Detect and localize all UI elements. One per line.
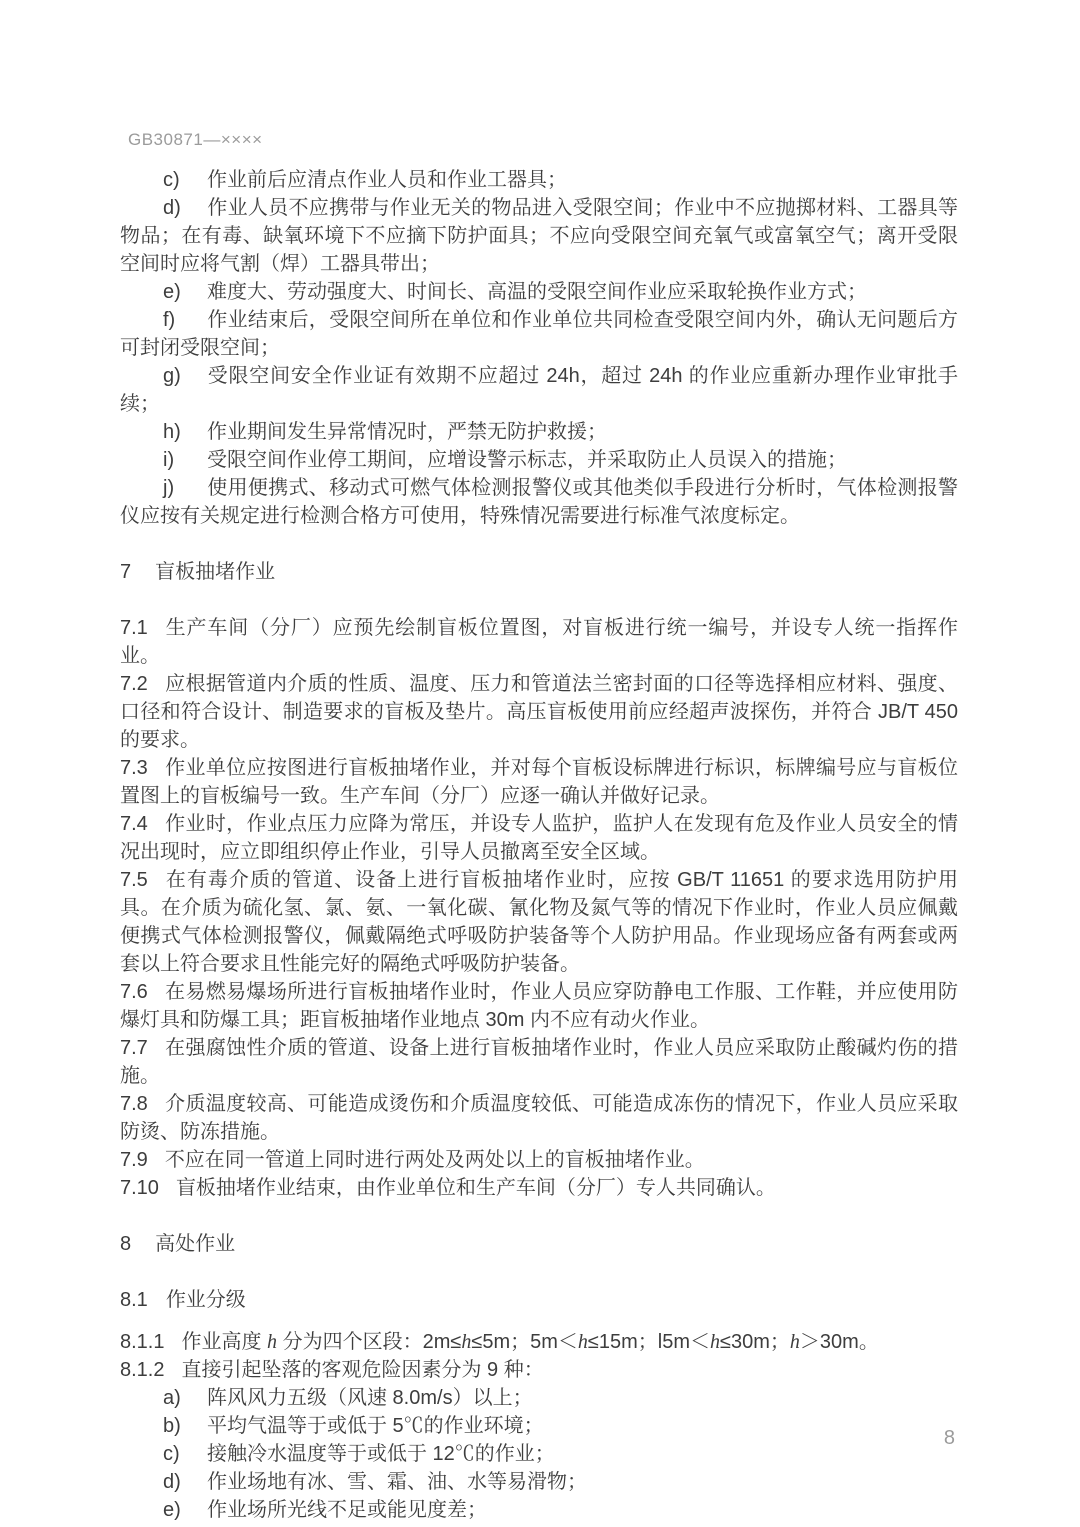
clause-text: 在强腐蚀性介质的管道、设备上进行盲板抽堵作业时，作业人员应采取防止酸碱灼伤的措施。: [120, 1037, 958, 1087]
clause-number: 7.3: [120, 757, 148, 779]
list-item-label: g): [163, 365, 181, 387]
clause-7-5: [120, 866, 958, 978]
list-item-label: a): [163, 1387, 181, 1409]
clause-text: 应根据管道内介质的性质、温度、压力和管道法兰密封面的口径等选择相应材料、强度、口径和符合设计、制造要求的盲板及垫片。高压盲板使用前应经超声波探伤，并符合 JB/T 450 的要求。: [120, 673, 958, 751]
clause-text: 生产车间（分厂）应预先绘制盲板位置图，对盲板进行统一编号，并设专人统一指挥作业。: [120, 617, 958, 667]
list-item-text: 平均气温等于或低于 5℃的作业环境；: [207, 1415, 544, 1437]
clause-number: 7.7: [120, 1037, 148, 1059]
clause-7-10: [120, 1174, 958, 1202]
section-8-1-heading: [120, 1286, 958, 1314]
list-item-text: 作业人员不应携带与作业无关的物品进入受限空间；作业中不应抛掷材料、工器具等物品；在有毒、缺氧环境下不应摘下防护面具；不应向受限空间充氧气或富氧空气；离开受限空间时应将气割（焊）工器具带出；: [120, 197, 958, 275]
clause-7-9: [120, 1146, 958, 1174]
clause-number: 7.1: [120, 617, 148, 639]
risk-item-a: [120, 1384, 958, 1412]
list-item-f: [120, 306, 958, 362]
list-item-text: 难度大、劳动强度大、时间长、高温的受限空间作业应采取轮换作业方式；: [207, 281, 867, 303]
clause-7-3: [120, 754, 958, 810]
list-item-label: e): [163, 281, 181, 303]
section-title: 盲板抽堵作业: [155, 561, 276, 583]
list-item-text: 接触冷水温度等于或低于 12℃的作业；: [207, 1443, 555, 1465]
list-item-text: 阵风风力五级（风速 8.0m/s）以上；: [207, 1387, 533, 1409]
clause-text: 直接引起坠落的客观危险因素分为 9 种：: [181, 1359, 544, 1381]
risk-item-c: [120, 1440, 958, 1468]
list-item-text: 作业期间发生异常情况时，严禁无防护救援；: [207, 421, 607, 443]
section-number: 8: [120, 1233, 132, 1255]
list-item-label: f): [163, 309, 176, 331]
list-item-g: [120, 362, 958, 418]
list-item-text: 作业前后应清点作业人员和作业工器具；: [207, 169, 567, 191]
list-item-c: [120, 166, 958, 194]
list-item-text: 受限空间安全作业证有效期不应超过 24h，超过 24h 的作业应重新办理作业审批手续；: [120, 365, 958, 415]
list-item-label: b): [163, 1415, 181, 1437]
clause-text: 作业单位应按图进行盲板抽堵作业，并对每个盲板设标牌进行标识，标牌编号应与盲板位置图上的盲板编号一致。生产车间（分厂）应逐一确认并做好记录。: [120, 757, 958, 807]
list-item-label: d): [163, 1471, 181, 1493]
list-item-j: [120, 474, 958, 530]
clause-text: 不应在同一管道上同时进行两处及两处以上的盲板抽堵作业。: [164, 1149, 705, 1171]
list-item-label: d): [163, 197, 181, 219]
clause-7-4: [120, 810, 958, 866]
clause-7-6: [120, 978, 958, 1034]
list-item-label: h): [163, 421, 181, 443]
clause-text: 作业高度 h 分为四个区段：2m≤h≤5m；5m＜h≤15m；l5m＜h≤30m；h＞30m。: [181, 1331, 879, 1353]
doc-code: GB30871—××××: [128, 130, 263, 149]
subsection-number: 8.1: [120, 1289, 148, 1311]
list-item-i: [120, 446, 958, 474]
clause-text: 作业时，作业点压力应降为常压，并设专人监护，监护人在发现有危及作业人员安全的情况出现时，应立即组织停止作业，引导人员撤离至安全区域。: [120, 813, 958, 863]
clause-number: 7.9: [120, 1149, 148, 1171]
risk-item-d: [120, 1468, 958, 1496]
clause-number: 7.10: [120, 1177, 159, 1199]
clause-number: 7.8: [120, 1093, 148, 1115]
list-item-e: [120, 278, 958, 306]
clause-number: 7.6: [120, 981, 148, 1003]
section-title: 高处作业: [155, 1233, 236, 1255]
clause-7-8: [120, 1090, 958, 1146]
list-item-h: [120, 418, 958, 446]
list-item-label: i): [163, 449, 175, 471]
list-item-text: 作业结束后，受限空间所在单位和作业单位共同检查受限空间内外，确认无问题后方可封闭受限空间；: [120, 309, 958, 359]
clause-7-1: [120, 614, 958, 670]
list-item-label: e): [163, 1499, 181, 1521]
section-8-heading: [120, 1230, 958, 1258]
clause-8-1-2: [120, 1356, 958, 1384]
clause-8-1-1: [120, 1328, 958, 1356]
list-item-text: 作业场地有冰、雪、霜、油、水等易滑物；: [207, 1471, 587, 1493]
clause-text: 盲板抽堵作业结束，由作业单位和生产车间（分厂）专人共同确认。: [175, 1177, 776, 1199]
list-item-label: c): [163, 169, 180, 191]
clause-number: 8.1.2: [120, 1359, 165, 1381]
clause-number: 7.5: [120, 869, 148, 891]
clause-number: 7.4: [120, 813, 148, 835]
clause-7-2: [120, 670, 958, 754]
clause-7-7: [120, 1034, 958, 1090]
section-7-heading: [120, 558, 958, 586]
clause-number: 8.1.1: [120, 1331, 165, 1353]
list-item-text: 使用便携式、移动式可燃气体检测报警仪或其他类似手段进行分析时，气体检测报警仪应按有关规定进行检测合格方可使用，特殊情况需要进行标准气浓度标定。: [120, 477, 958, 527]
section-number: 7: [120, 561, 132, 583]
clause-text: 在易燃易爆场所进行盲板抽堵作业时，作业人员应穿防静电工作服、工作鞋，并应使用防爆灯具和防爆工具；距盲板抽堵作业地点 30m 内不应有动火作业。: [120, 981, 958, 1031]
list-item-text: 作业场所光线不足或能见度差；: [207, 1499, 487, 1521]
clause-text: 介质温度较高、可能造成烫伤和介质温度较低、可能造成冻伤的情况下，作业人员应采取防烫、防冻措施。: [120, 1093, 958, 1143]
subsection-title: 作业分级: [165, 1289, 246, 1311]
page-number: 8: [943, 1427, 955, 1449]
risk-item-e: [120, 1496, 958, 1524]
clause-number: 7.2: [120, 673, 148, 695]
clause-text: 在有毒介质的管道、设备上进行盲板抽堵作业时，应按 GB/T 11651 的要求选用防护用具。在介质为硫化氢、氯、氨、一氧化碳、氰化物及氮气等的情况下作业时，作业人员应佩戴便携式气体检测报警仪，佩戴隔绝式呼吸防护装备等个人防护用品。作业现场应备有两套或两套以上符合要求且性能完好的隔绝式呼吸防护装备。: [120, 869, 958, 975]
list-item-label: j): [163, 477, 175, 499]
list-item-text: 受限空间作业停工期间，应增设警示标志，并采取防止人员误入的措施；: [207, 449, 847, 471]
risk-item-b: [120, 1412, 958, 1440]
list-item-label: c): [163, 1443, 180, 1465]
list-item-d: [120, 194, 958, 278]
